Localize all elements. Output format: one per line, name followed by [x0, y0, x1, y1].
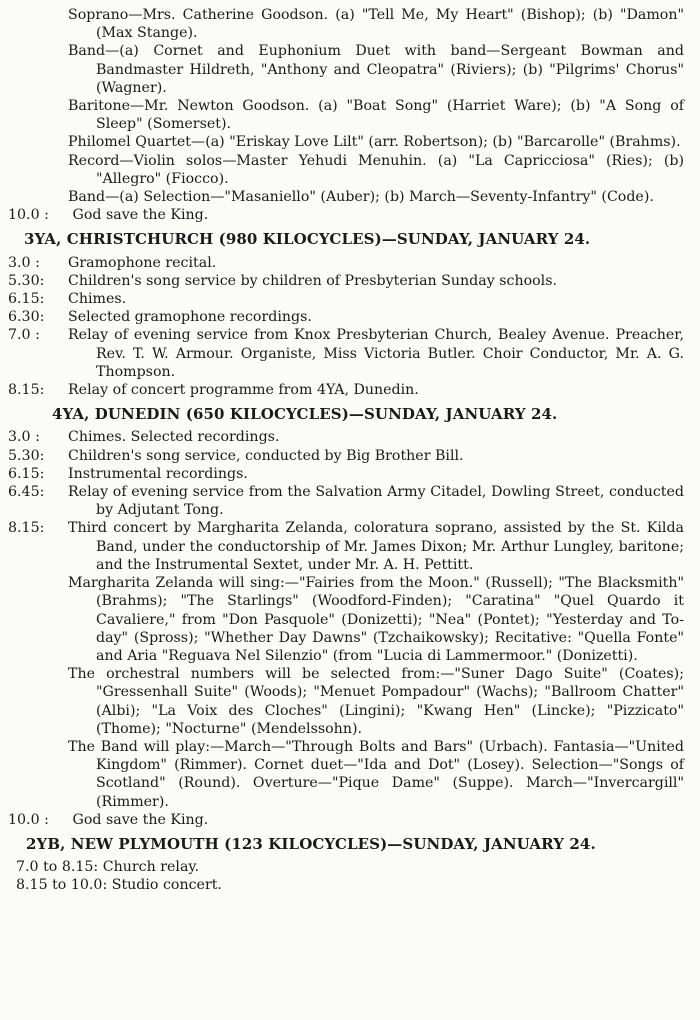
program-note: The orchestral numbers will be selected from:—"Suner Dago Suite" (Coates); "Gressenhall Suite" (Woods); "Menuet Pompadour" (Wachs); "Ballroom Chatter" (Albi); "La Voix des Cloches" (Lingini); "Kwang Hen" (Lincke); "Pizzicato" (Thome); "Nocturne" (Mendelssohn). [68, 666, 684, 737]
schedule-entry [0, 308, 696, 326]
schedule-entry [0, 858, 696, 876]
entry-text: Relay of evening service from the Salvation Army Citadel, Dowling Street, conducted by Adjutant Tong. [68, 484, 684, 519]
program-page [0, 6, 696, 895]
entry-text: Instrumental recordings. [68, 465, 248, 482]
section-2yb [0, 858, 696, 894]
schedule-entry [0, 483, 696, 519]
section-continued-program [0, 6, 696, 224]
program-note: Margharita Zelanda will sing:—"Fairies from the Moon." (Russell); "The Blacksmith" (Brahms); "The Starlings" (Woodford-Finden); "Caratina" "Quel Quardo it Cavaliere," from "Don Pasquole" (Donizetti); "Nea" (Pontet); "Yesterday and To-day" (Spross); "Whether Day Dawns" (Tzchaikowsky); Recitative: "Quella Fonte" and Aria "Reguava Nel Silenzio" (from "Lucia di Lammermoor." (Donizetti). [68, 575, 684, 664]
schedule-entry [0, 290, 696, 308]
entry-time: 10.0 : [8, 207, 49, 224]
program-item: Band—(a) Selection—"Masaniello" (Auber); (b) March—Seventy-Infantry" (Code). [68, 189, 654, 206]
schedule-entry [0, 811, 696, 829]
program-item: Soprano—Mrs. Catherine Goodson. (a) "Tell Me, My Heart" (Bishop); (b) "Damon" (Max Stange). [68, 7, 684, 42]
entry-time: 8.15: [8, 520, 45, 537]
entry-text: Children's song service by children of Presbyterian Sunday schools. [68, 272, 558, 289]
entry-text: Third concert by Margharita Zelanda, coloratura soprano, assisted by the St. Kilda Band, under the conductorship of Mr. James Dixon; Mr. Arthur Lungley, baritone; and the Instrumental Sextet, under Mr. A. H. Pettitt. [68, 520, 684, 573]
schedule-entry [0, 465, 696, 483]
schedule-entry [0, 326, 696, 381]
entry-text: Children's song service, conducted by Big Brother Bill. [68, 447, 464, 464]
schedule-entry [0, 254, 696, 272]
station-heading-3ya: 3YA, CHRISTCHURCH (980 KILOCYCLES)—SUNDAY, JANUARY 24. [24, 230, 591, 249]
schedule-entry [0, 272, 696, 290]
entry-time: 6.30: [8, 309, 45, 326]
program-note: The Band will play:—March—"Through Bolts and Bars" (Urbach). Fantasia—"United Kingdom" (Rimmer). Cornet duet—"Ida and Dot" (Losey). Selection—"Songs of Scotland" (Round). Overture—"Pique Dame" (Suppe). March—"Invercargill" (Rimmer). [68, 738, 684, 810]
schedule-entry [0, 428, 696, 446]
entry-text: God save the King. [72, 811, 209, 828]
entry-time: 3.0 : [8, 254, 40, 271]
program-item: Band—(a) Cornet and Euphonium Duet with band—Sergeant Bowman and Bandmaster Hildreth, "Anthony and Cleopatra" (Riviers); (b) "Pilgrims' Chorus" (Wagner). [68, 43, 684, 96]
station-heading-2yb: 2YB, NEW PLYMOUTH (123 KILOCYCLES)—SUNDAY, JANUARY 24. [26, 834, 596, 853]
entry-time: 7.0 : [8, 327, 40, 344]
entry-time: 3.0 : [8, 429, 40, 446]
entry-time: 6.15: [8, 465, 45, 482]
entry-time: 8.15 to 10.0: [16, 877, 108, 894]
section-3ya [0, 254, 696, 400]
program-item: Philomel Quartet—(a) "Eriskay Love Lilt" (arr. Robertson); (b) "Barcarolle" (Brahms). [68, 134, 681, 151]
entry-text: Chimes. [68, 291, 127, 308]
entry-time: 7.0 to 8.15: [16, 859, 99, 876]
entry-text: Studio concert. [111, 877, 222, 894]
entry-time: 10.0 : [8, 811, 49, 828]
program-item: Baritone—Mr. Newton Goodson. (a) "Boat Song" (Harriet Ware); (b) "A Song of Sleep" (Somerset). [68, 98, 684, 133]
entry-time: 5.30: [8, 272, 45, 289]
entry-text: Selected gramophone recordings. [68, 309, 312, 326]
schedule-entry [0, 381, 696, 399]
schedule-entry [0, 876, 696, 894]
entry-text: Gramophone recital. [68, 254, 217, 271]
entry-text: Church relay. [102, 859, 200, 876]
section-4ya [0, 428, 696, 828]
entry-text: Relay of concert programme from 4YA, Dunedin. [68, 382, 419, 399]
entry-text: Relay of evening service from Knox Presbyterian Church, Bealey Avenue. Preacher, Rev. T. W. Armour. Organiste, Miss Victoria Butler. Choir Conductor, Mr. A. G. Thompson. [68, 327, 684, 380]
entry-time: 5.30: [8, 447, 45, 464]
station-heading-4ya: 4YA, DUNEDIN (650 KILOCYCLES)—SUNDAY, JANUARY 24. [52, 405, 558, 424]
entry-text: God save the King. [72, 207, 209, 224]
program-item: Record—Violin solos—Master Yehudi Menuhin. (a) "La Capricciosa" (Ries); (b) "Allegro" (Fiocco). [68, 152, 684, 187]
entry-text: Chimes. Selected recordings. [68, 429, 280, 446]
schedule-entry [0, 447, 696, 465]
schedule-entry [0, 519, 696, 574]
schedule-entry [0, 206, 696, 224]
entry-time: 8.15: [8, 382, 45, 399]
entry-time: 6.45: [8, 484, 45, 501]
entry-time: 6.15: [8, 291, 45, 308]
